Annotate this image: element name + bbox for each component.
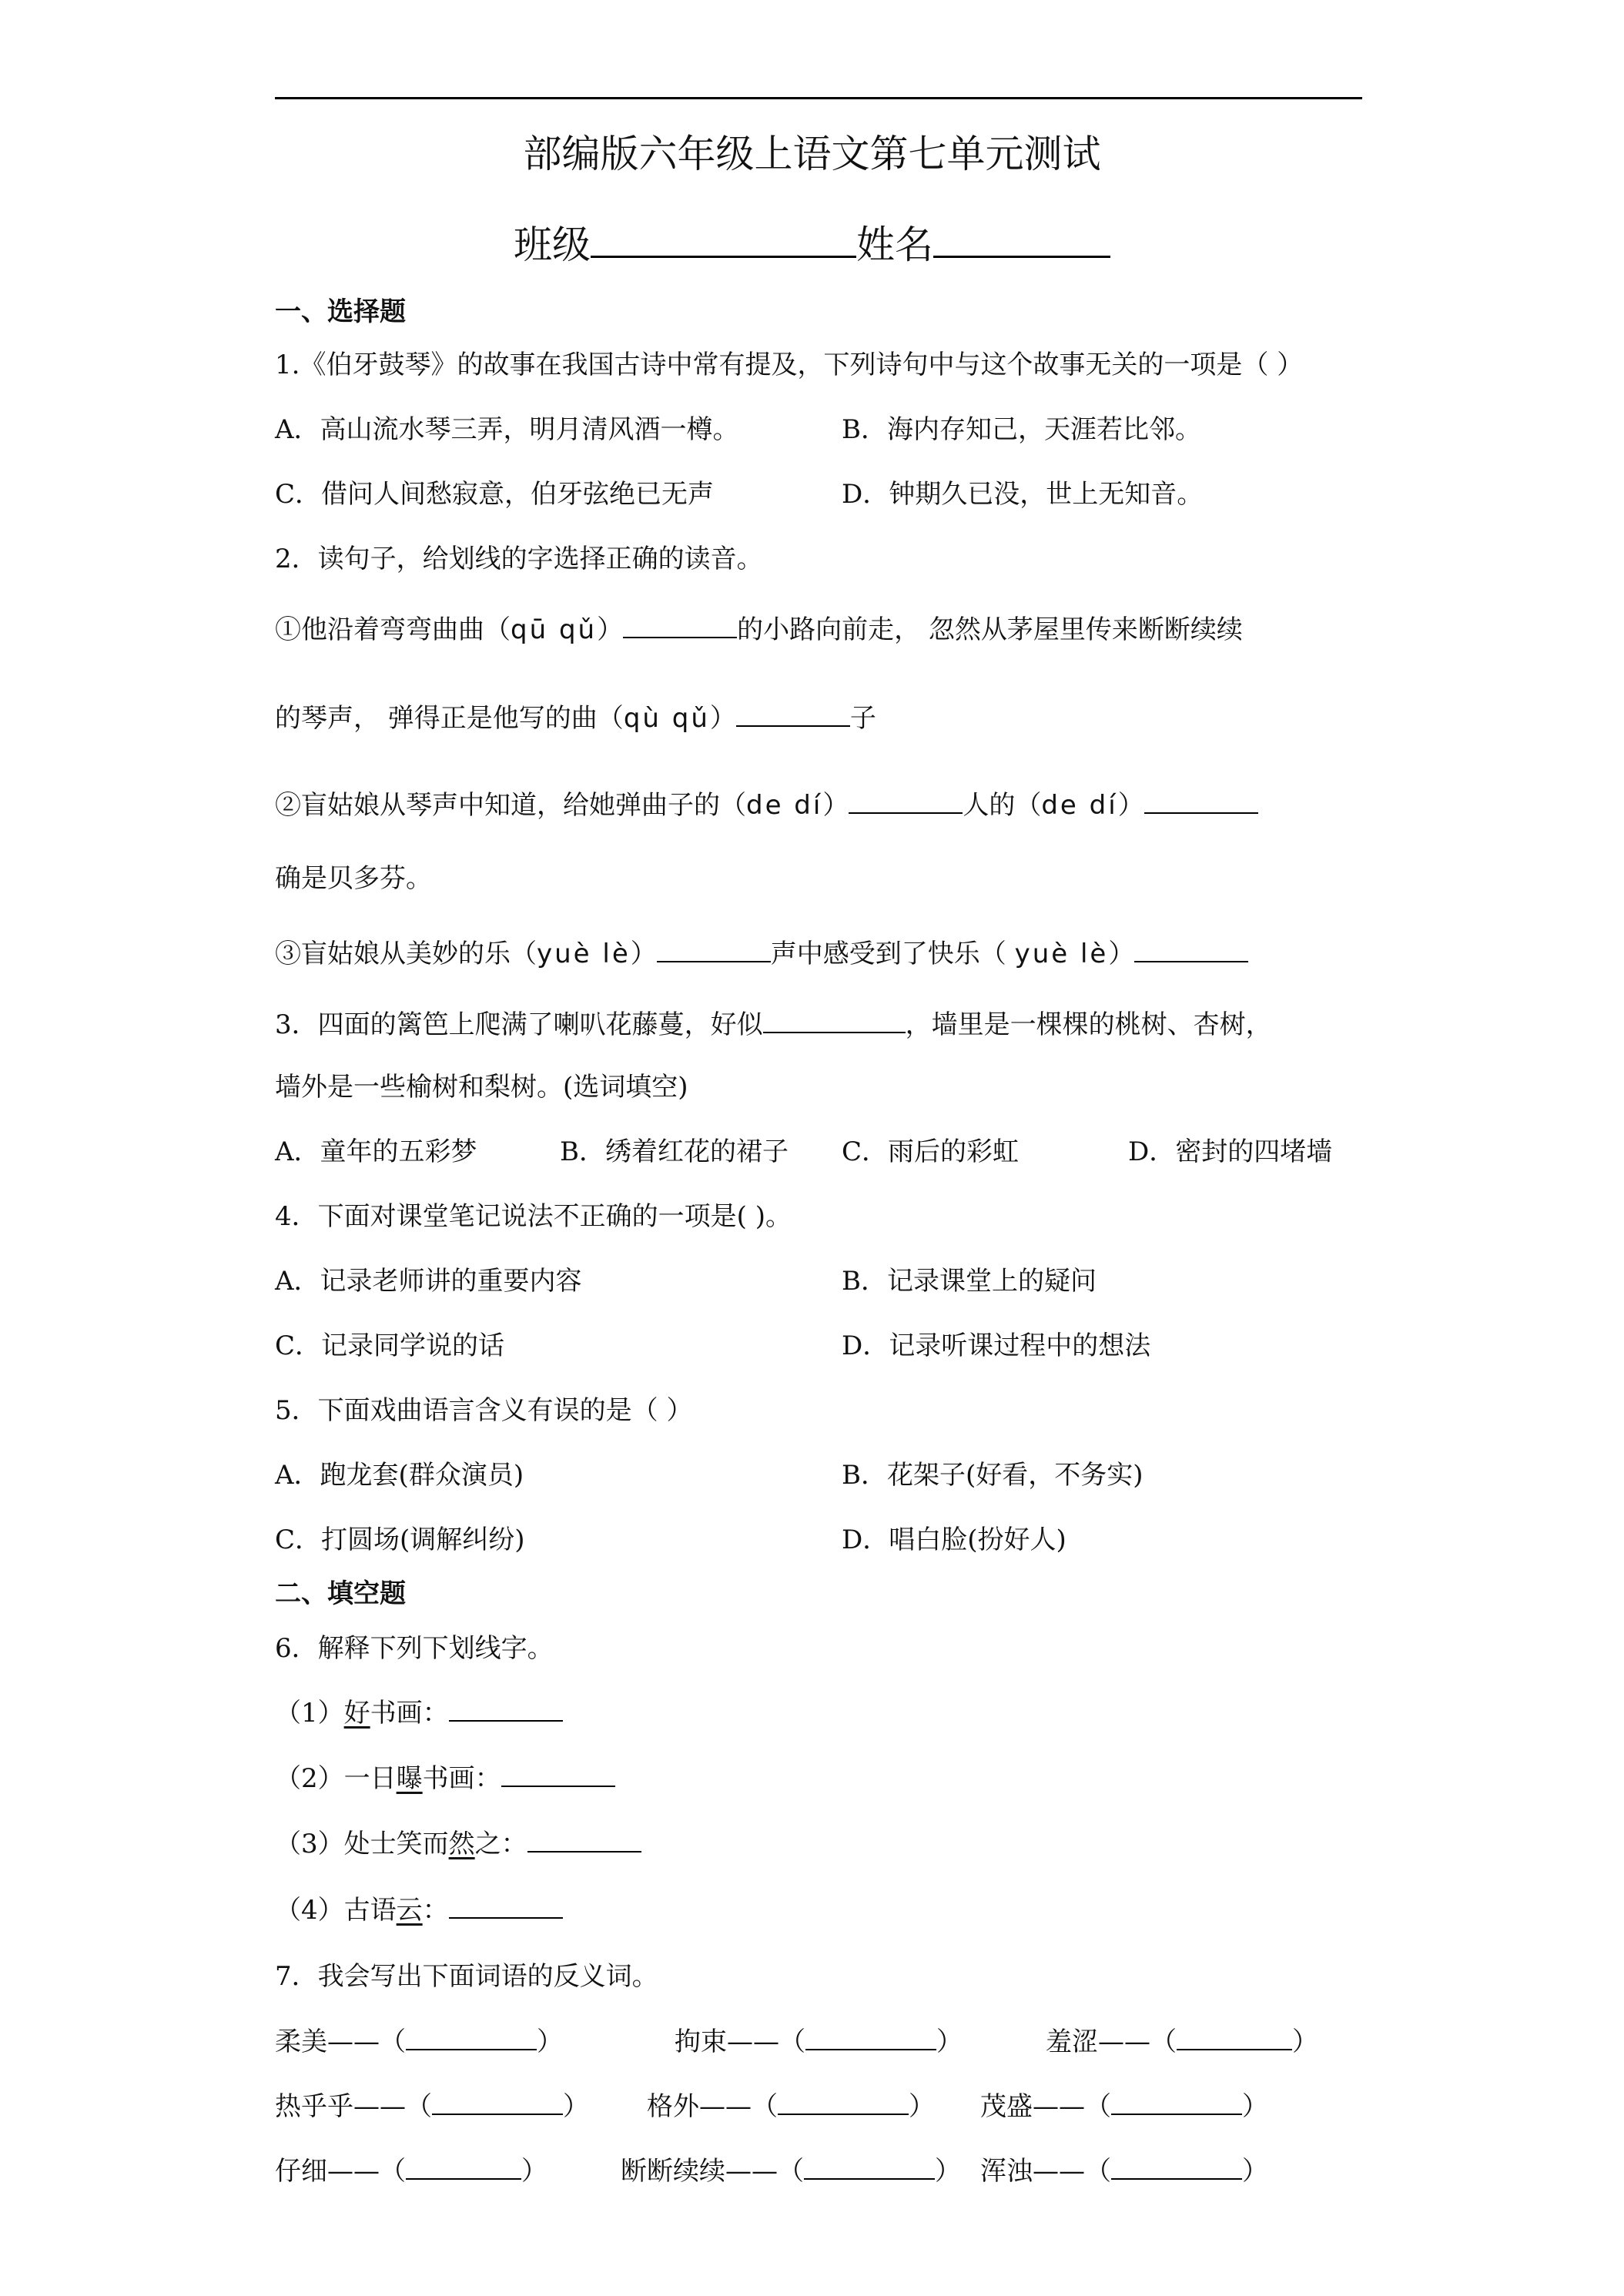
q2-s1-text-a: ①他沿着弯弯曲曲（ bbox=[275, 614, 511, 645]
q2-s3-pinyin-2: yuè lè bbox=[1014, 939, 1109, 969]
q2-s3-text-a: ③盲姑娘从美妙的乐（ bbox=[275, 939, 537, 969]
q7-word-5 bbox=[647, 2085, 935, 2123]
q2-s3-blank-2[interactable] bbox=[1134, 938, 1248, 962]
q2-s1-blank-2[interactable] bbox=[736, 702, 850, 727]
q3-text-b: ，墙里是一棵棵的桃树、杏树， bbox=[905, 1009, 1272, 1040]
q2-s2-blank-2[interactable] bbox=[1144, 789, 1258, 814]
q5-option-a[interactable]: A．跑龙套(群众演员) bbox=[275, 1460, 524, 1491]
q3-text-a: 3．四面的篱笆上爬满了喇叭花藤蔓，好似 bbox=[275, 1009, 763, 1040]
q2-s2-blank-1[interactable] bbox=[849, 789, 963, 814]
q7-w7-close: ） bbox=[521, 2156, 547, 2187]
q7-w2-close: ） bbox=[936, 2027, 963, 2057]
q7-w2-label: 拘束——（ bbox=[675, 2027, 805, 2057]
q2-s1-text-d: 的琴声， 弹得正是他写的曲（ bbox=[275, 703, 624, 734]
q6-i3-underlined: 然 bbox=[448, 1829, 475, 1859]
q5-option-b[interactable]: B．花架子(好看，不务实) bbox=[842, 1460, 1143, 1491]
q7-w1-label: 柔美——（ bbox=[275, 2027, 406, 2057]
q7-w3-label: 羞涩——（ bbox=[1046, 2027, 1177, 2057]
q2-s3-text-d: ） bbox=[1108, 939, 1135, 969]
q6-i1-prefix: （1） bbox=[275, 1698, 344, 1729]
q2-s2-text-a: ②盲姑娘从琴声中知道，给她弹曲子的（ bbox=[275, 790, 746, 821]
q6-i2-underlined: 曝 bbox=[396, 1763, 423, 1794]
q4-option-b[interactable]: B．记录课堂上的疑问 bbox=[842, 1266, 1097, 1297]
q7-word-7 bbox=[275, 2150, 547, 2187]
q3-option-d[interactable]: D．密封的四堵墙 bbox=[1128, 1136, 1333, 1167]
q2-sentence-2-line-1 bbox=[275, 784, 1258, 822]
q6-i4-suffix: ： bbox=[422, 1895, 449, 1926]
question-4: 4．下面对课堂笔记说法不正确的一项是( )。 bbox=[275, 1201, 792, 1232]
q7-w9-blank[interactable] bbox=[1111, 2155, 1242, 2180]
name-label: 姓名 bbox=[856, 223, 933, 267]
q2-s1-pinyin-2: qù qǔ bbox=[623, 703, 710, 734]
q2-s1-text-f: 子 bbox=[849, 703, 876, 734]
q6-i4-blank[interactable] bbox=[449, 1894, 563, 1919]
q2-s2-text-c: 人的（ bbox=[963, 790, 1042, 821]
q7-word-6 bbox=[980, 2085, 1268, 2123]
q4-option-a[interactable]: A．记录老师讲的重要内容 bbox=[275, 1266, 582, 1297]
q3-text-c: 墙外是一些榆树和梨树。(选词填空) bbox=[275, 1072, 688, 1103]
q7-w5-close: ） bbox=[909, 2091, 935, 2122]
q7-w8-close: ） bbox=[935, 2156, 961, 2187]
q6-i1-blank[interactable] bbox=[449, 1697, 563, 1722]
question-5: 5．下面戏曲语言含义有误的是（ ） bbox=[275, 1395, 693, 1426]
q6-i2-prefix: （2）一日 bbox=[275, 1763, 397, 1794]
q7-w7-label: 仔细——（ bbox=[275, 2156, 406, 2187]
q2-s1-text-b: ） bbox=[597, 614, 624, 645]
question-2: 2．读句子，给划线的字选择正确的读音。 bbox=[275, 544, 763, 574]
q4-option-d[interactable]: D．记录听课过程中的想法 bbox=[842, 1330, 1151, 1361]
q7-word-8 bbox=[621, 2150, 961, 2187]
q6-item-4 bbox=[275, 1889, 563, 1926]
q6-i4-underlined: 云 bbox=[396, 1895, 423, 1926]
q3-blank[interactable] bbox=[763, 1009, 906, 1033]
question-3-line-1 bbox=[275, 1003, 1272, 1041]
q2-s3-text-b: ） bbox=[630, 939, 657, 969]
q7-word-9 bbox=[980, 2150, 1268, 2187]
q2-s2-pinyin-2: de dí bbox=[1041, 790, 1118, 821]
q5-option-c[interactable]: C．打圆场(调解纠纷) bbox=[275, 1525, 525, 1555]
q7-w2-blank[interactable] bbox=[805, 2026, 936, 2050]
q7-word-4 bbox=[275, 2085, 589, 2123]
question-6: 6．解释下列下划线字。 bbox=[275, 1633, 554, 1664]
question-1: 1.《伯牙鼓琴》的故事在我国古诗中常有提及，下列诗句中与这个故事无关的一项是（ ） bbox=[275, 350, 1304, 380]
q4-option-c[interactable]: C．记录同学说的话 bbox=[275, 1330, 505, 1361]
q2-s1-text-e: ） bbox=[709, 703, 736, 734]
q7-w7-blank[interactable] bbox=[406, 2155, 521, 2180]
class-blank[interactable] bbox=[591, 217, 856, 258]
q6-i3-prefix: （3）处士笑而 bbox=[275, 1829, 449, 1859]
q2-s2-pinyin-1: de dí bbox=[746, 790, 823, 821]
q6-i4-prefix: （4）古语 bbox=[275, 1895, 397, 1926]
q3-option-c[interactable]: C．雨后的彩虹 bbox=[842, 1136, 1020, 1167]
q2-s3-blank-1[interactable] bbox=[657, 938, 771, 962]
name-blank[interactable] bbox=[933, 217, 1110, 258]
q6-item-3 bbox=[275, 1822, 641, 1860]
section-heading-fill: 二、填空题 bbox=[275, 1578, 406, 1609]
page-title: 部编版六年级上语文第七单元测试 bbox=[523, 132, 1101, 176]
q3-option-b[interactable]: B．绣着红花的裙子 bbox=[560, 1136, 789, 1167]
q7-w4-label: 热乎乎——（ bbox=[275, 2091, 432, 2122]
q7-w6-label: 茂盛——（ bbox=[980, 2091, 1111, 2122]
top-rule bbox=[275, 97, 1362, 99]
q7-w6-blank[interactable] bbox=[1111, 2090, 1242, 2115]
q7-w9-close: ） bbox=[1242, 2156, 1268, 2187]
q2-s2-text-d: ） bbox=[1117, 790, 1144, 821]
name-bar bbox=[0, 214, 1624, 269]
q7-w9-label: 浑浊——（ bbox=[980, 2156, 1111, 2187]
q2-sentence-1-line-2 bbox=[275, 697, 876, 735]
q2-s1-text-c: 的小路向前走， 忽然从茅屋里传来断断续续 bbox=[737, 614, 1243, 645]
q7-w3-close: ） bbox=[1292, 2027, 1318, 2057]
q6-i3-blank[interactable] bbox=[527, 1828, 641, 1853]
class-label: 班级 bbox=[514, 223, 591, 267]
q7-w4-close: ） bbox=[563, 2091, 589, 2122]
q7-w1-blank[interactable] bbox=[406, 2026, 537, 2050]
q1-option-b[interactable]: B．海内存知己，天涯若比邻。 bbox=[842, 414, 1201, 445]
q7-w8-label: 断断续续——（ bbox=[621, 2156, 804, 2187]
q1-option-d[interactable]: D．钟期久已没，世上无知音。 bbox=[842, 479, 1204, 510]
q2-sentence-3 bbox=[275, 932, 1248, 970]
q6-i2-suffix: 书画： bbox=[422, 1763, 501, 1794]
q7-w5-blank[interactable] bbox=[778, 2090, 909, 2115]
q2-s1-blank-1[interactable] bbox=[623, 614, 737, 638]
q7-w8-blank[interactable] bbox=[804, 2155, 935, 2180]
q7-w3-blank[interactable] bbox=[1177, 2026, 1292, 2050]
q7-w6-close: ） bbox=[1242, 2091, 1268, 2122]
q2-s1-pinyin-1: qū qǔ bbox=[511, 614, 598, 645]
q3-option-a[interactable]: A．童年的五彩梦 bbox=[275, 1136, 477, 1167]
q2-s2-text-e: 确是贝多芬。 bbox=[275, 863, 432, 894]
q5-option-d[interactable]: D．唱白脸(扮好人) bbox=[842, 1525, 1066, 1555]
q2-sentence-1-line-1 bbox=[275, 608, 1243, 646]
q6-i1-suffix: 书画： bbox=[370, 1698, 449, 1729]
q6-i2-blank[interactable] bbox=[501, 1762, 615, 1787]
q7-word-1 bbox=[275, 2020, 563, 2058]
q7-w5-label: 格外——（ bbox=[647, 2091, 778, 2122]
q6-item-2 bbox=[275, 1757, 615, 1795]
section-heading-choice: 一、选择题 bbox=[275, 296, 406, 327]
q7-word-3 bbox=[1046, 2020, 1318, 2058]
q1-option-a[interactable]: A．高山流水琴三弄，明月清风酒一樽。 bbox=[275, 414, 739, 445]
q6-item-1 bbox=[275, 1692, 563, 1729]
q7-w1-close: ） bbox=[537, 2027, 563, 2057]
q6-i3-suffix: 之： bbox=[474, 1829, 527, 1859]
q1-option-c[interactable]: C．借问人间愁寂意，伯牙弦绝已无声 bbox=[275, 479, 715, 510]
q2-s3-text-c: 声中感受到了快乐（ bbox=[770, 939, 1015, 969]
q7-word-2 bbox=[675, 2020, 963, 2058]
q6-i1-underlined: 好 bbox=[343, 1698, 370, 1729]
question-7: 7．我会写出下面词语的反义词。 bbox=[275, 1961, 658, 1992]
q2-s2-text-b: ） bbox=[822, 790, 849, 821]
q2-s3-pinyin-1: yuè lè bbox=[537, 939, 631, 969]
q7-w4-blank[interactable] bbox=[432, 2090, 563, 2115]
